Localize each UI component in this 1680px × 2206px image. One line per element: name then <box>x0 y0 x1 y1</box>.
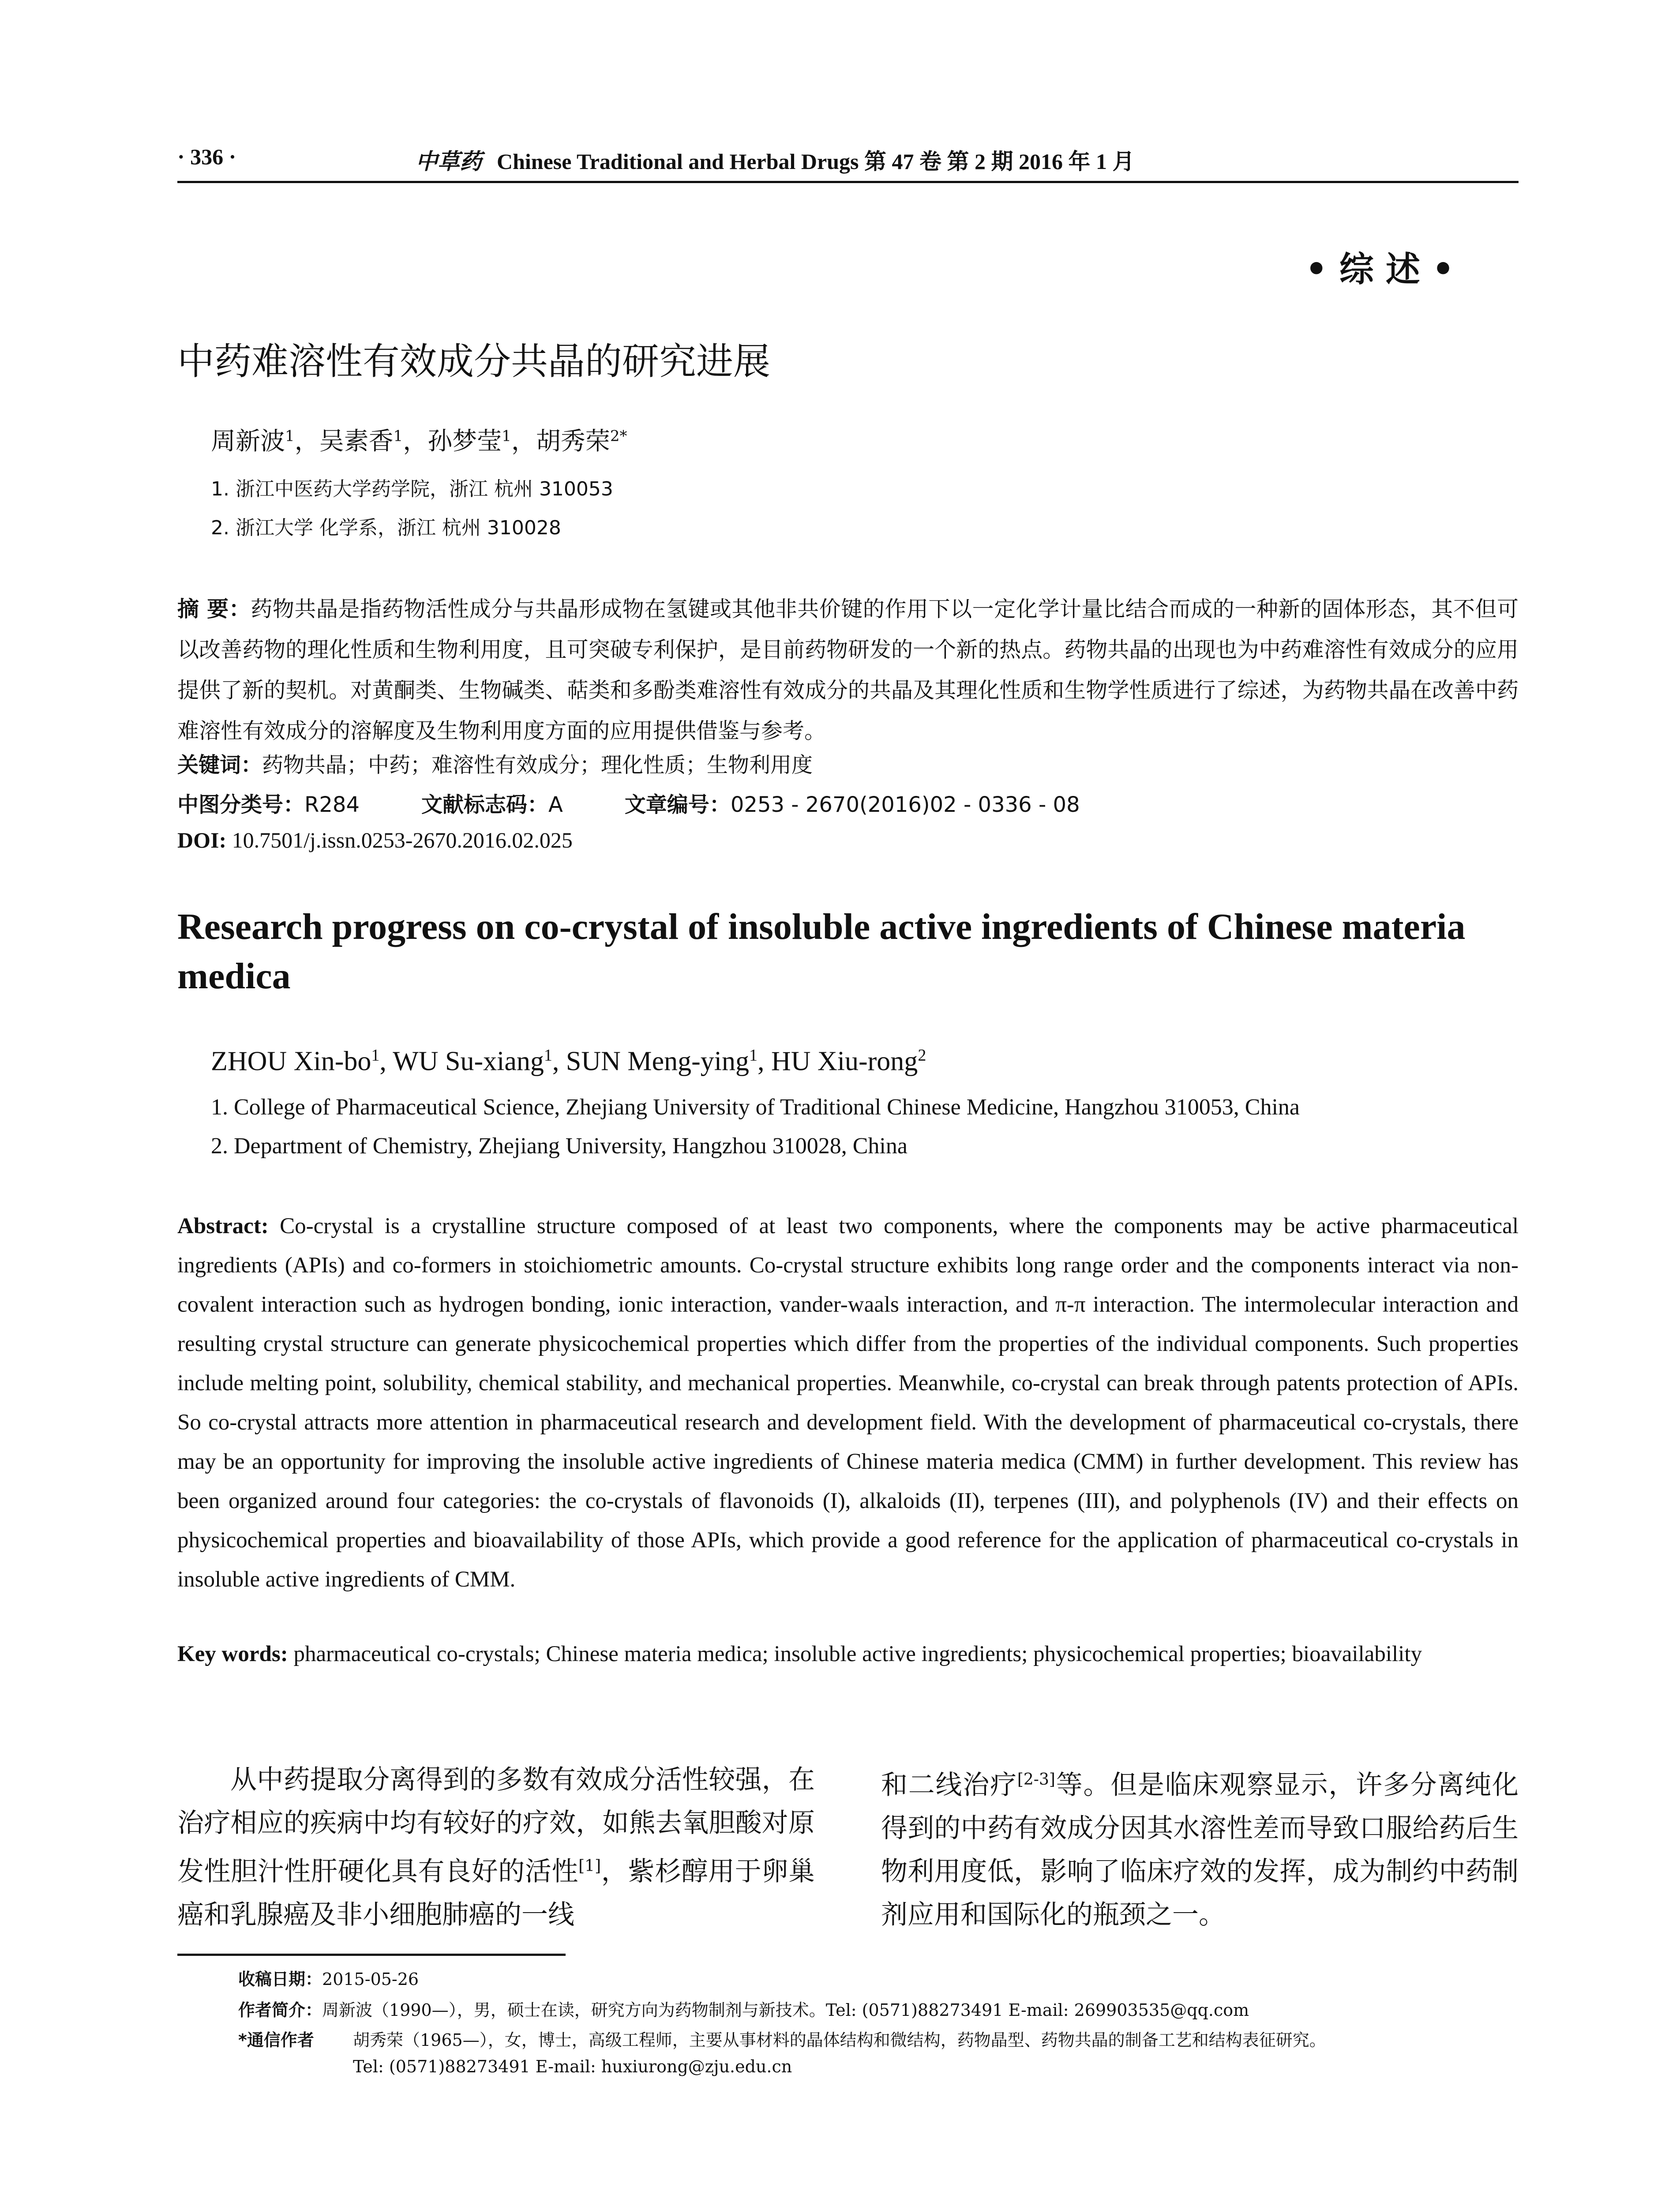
running-header <box>177 140 1519 183</box>
keywords-en-label: Key words: <box>177 1642 288 1666</box>
page-number: · 336 · <box>177 144 236 169</box>
author-separator: ， <box>403 427 428 456</box>
author-en: WU Su-xiang <box>393 1046 544 1077</box>
abstract-en-label: Abstract: <box>177 1214 269 1238</box>
journal-name-cn: 中草药 <box>416 149 482 174</box>
doi-value: 10.7501/j.issn.0253-2670.2016.02.025 <box>232 828 573 852</box>
abstract-en-text: Co-crystal is a crystalline structure composed of at least two components, where the components may be active pharmaceutical ingredients (APIs) and co-formers in stoichiometric amounts. Co-crystal structure exhibits long range order and the components interact via non-covalent interaction such as hydrogen bonding, ionic interaction, vander-waals interaction, and π-π interaction. The intermolecular interaction and resulting crystal structure can generate physicochemical properties which differ from the properties of the individual components. Such properties include melting point, solubility, chemical stability, and mechanical properties. Meanwhile, co-crystal can break through patents protection of APIs. So co-crystal attracts more attention in pharmaceutical research and development field. With the development of pharmaceutical co-crystals, there may be an opportunity for improving the insoluble active ingredients of Chinese materia medica (CMM) in further development. This review has been organized around four categories: the co-crystals of flavonoids (I), alkaloids (II), terpenes (III), and polyphenols (IV) and their effects on physicochemical properties and bioavailability of those APIs, which provide a good reference for the application of pharmaceutical co-crystals in insoluble active ingredients of CMM. <box>177 1214 1519 1592</box>
footnote-value: 周新波（1990—），男，硕士在读，研究方向为药物制剂与新技术。Tel: (0571)88273491 E-mail: 269903535@qq.com <box>322 2000 1249 2020</box>
doi-line <box>177 827 573 853</box>
abstract-cn-label: 摘 要： <box>177 597 251 622</box>
citation-ref: [2-3] <box>1017 1771 1055 1789</box>
footnote-received <box>238 1966 419 1990</box>
author-affil-sup: 1 <box>285 427 295 445</box>
author-cn: 周新波 <box>211 427 285 456</box>
author-en: ZHOU Xin-bo <box>211 1046 371 1077</box>
affiliation-en: 2. Department of Chemistry, Zhejiang University, Hangzhou 310028, China <box>211 1133 908 1159</box>
body-column-left <box>177 1758 815 1936</box>
footnote-corresponding <box>238 2026 1326 2051</box>
footnote-value: 胡秀荣（1965—），女，博士，高级工程师，主要从事材料的晶体结构和微结构，药物晶型、药物共晶的制备工艺和结构表征研究。 <box>353 2030 1326 2050</box>
footnote-label: *通信作者 <box>238 2030 314 2050</box>
authors-cn <box>211 422 627 457</box>
author-affil-sup: 1 <box>544 1046 552 1065</box>
body-text: ，紫杉醇用于卵巢癌和乳腺癌及非小细胞肺癌的一线 <box>177 1856 815 1930</box>
author-affil-sup: 1 <box>371 1046 380 1065</box>
body-text: 和二线治疗 <box>881 1770 1017 1801</box>
doc-code-value: A <box>548 792 563 817</box>
clc-value: R284 <box>304 792 360 817</box>
author-en: HU Xiu-rong <box>771 1046 918 1077</box>
body-column-right <box>881 1758 1519 1936</box>
doi-label: DOI: <box>177 828 227 852</box>
classification-line <box>177 788 1080 818</box>
author-affil-sup: 1 <box>502 427 511 445</box>
author-affil-sup: 1 <box>749 1046 758 1065</box>
footnote-divider <box>177 1954 566 1956</box>
title-en: Research progress on co-crystal of insoluble active ingredients of Chinese materia medica <box>177 906 1466 997</box>
authors-en <box>211 1046 926 1077</box>
footnote-author-bio <box>238 1996 1249 2021</box>
footnote-label: 作者简介： <box>238 2000 322 2020</box>
title-cn: 中药难溶性有效成分共晶的研究进展 <box>177 340 771 383</box>
body-text: 从中药提取分离得到的多数有效成分活性较强，在治疗相应的疾病中均有较好的疗效，如熊去氧胆酸对原发性胆汁性肝硬化具有良好的活性 <box>177 1764 815 1887</box>
affiliation-cn: 1. 浙江中医药大学药学院，浙江 杭州 310053 <box>211 478 613 500</box>
abstract-cn-text: 药物共晶是指药物活性成分与共晶形成物在氢键或其他非共价键的作用下以一定化学计量比结合而成的一种新的固体形态，其不但可以改善药物的理化性质和生物利用度，且可突破专利保护，是目前药物研发的一个新的热点。药物共晶的出现也为中药难溶性有效成分的应用提供了新的契机。对黄酮类、生物碱类、萜类和多酚类难溶性有效成分的共晶及其理化性质和生物学性质进行了综述，为药物共晶在改善中药难溶性有效成分的溶解度及生物利用度方面的应用提供借鉴与参考。 <box>177 597 1519 743</box>
author-en: SUN Meng-ying <box>566 1046 749 1077</box>
affiliation-cn: 2. 浙江大学 化学系，浙江 杭州 310028 <box>211 517 561 539</box>
body-text: 等。但是临床观察显示，许多分离纯化得到的中药有效成分因其水溶性差而导致口服给药后生物利用度低，影响了临床疗效的发挥，成为制约中药制剂应用和国际化的瓶颈之一。 <box>881 1770 1519 1930</box>
author-affil-sup: 2* <box>610 427 627 445</box>
footnote-label: 收稿日期： <box>238 1970 322 1989</box>
author-cn: 吴素香 <box>319 427 394 456</box>
clc-label: 中图分类号： <box>177 792 305 817</box>
abstract-en <box>177 1207 1519 1599</box>
author-separator: , <box>552 1046 566 1077</box>
author-cn: 孙梦莹 <box>428 427 502 456</box>
citation-ref: [1] <box>578 1857 601 1875</box>
author-affil-sup: 2 <box>918 1046 926 1065</box>
author-separator: , <box>757 1046 771 1077</box>
affiliation-en: 1. College of Pharmaceutical Science, Zhejiang University of Traditional Chinese Medicine, Hangzhou 310053, China <box>211 1095 1300 1120</box>
footnote-corresponding-contact: Tel: (0571)88273491 E-mail: huxiurong@zju.edu.cn <box>353 2057 792 2076</box>
keywords-cn-text: 药物共晶；中药；难溶性有效成分；理化性质；生物利用度 <box>262 753 813 777</box>
author-separator: ， <box>511 427 536 456</box>
article-no-label: 文章编号： <box>624 792 731 817</box>
section-tag: • 综 述 • <box>1305 250 1454 289</box>
author-cn: 胡秀荣 <box>536 427 610 456</box>
journal-line <box>416 144 1134 176</box>
keywords-en-text: pharmaceutical co-crystals; Chinese materia medica; insoluble active ingredients; physicochemical properties; bioavailability <box>293 1642 1422 1666</box>
author-separator: ， <box>294 427 319 456</box>
doc-code-label: 文献标志码： <box>421 792 548 817</box>
footnote-value: 2015-05-26 <box>322 1970 419 1989</box>
journal-issue-info: Chinese Traditional and Herbal Drugs 第 47 卷 第 2 期 2016 年 1 月 <box>497 149 1135 174</box>
author-separator: , <box>379 1046 393 1077</box>
author-affil-sup: 1 <box>393 427 403 445</box>
keywords-cn-label: 关键词： <box>177 753 262 777</box>
abstract-cn <box>177 589 1519 751</box>
article-no-value: 0253 - 2670(2016)02 - 0336 - 08 <box>730 792 1080 817</box>
keywords-en <box>177 1635 1519 1674</box>
keywords-cn <box>177 748 813 778</box>
